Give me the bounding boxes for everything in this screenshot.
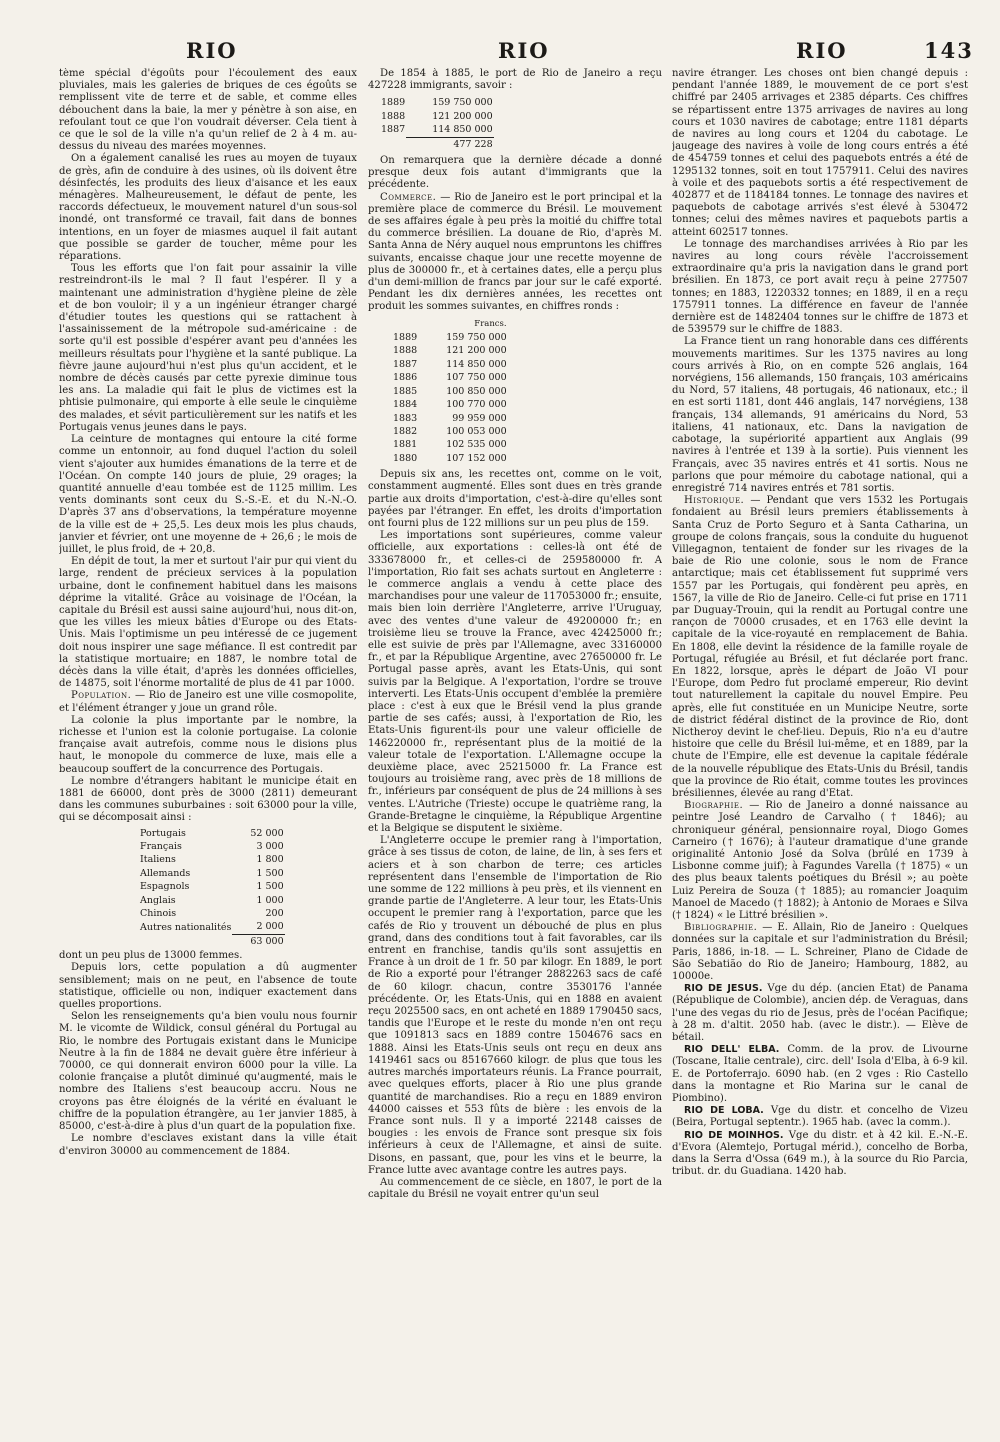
paragraph: Au commencement de ce siècle, en 1807, le port de la capitale du Brésil ne voyait entrer qu'un seul [368,1176,662,1201]
immigrants-table [380,96,494,151]
table-row [392,344,508,357]
paragraph: L'Angleterre occupe le premier rang à l'importation, grâce à ses tissus de coton, de laine, de lin, à ses fers et aciers et à son charbon de terre; ces articles représentent dans l'ensemble de l'importation de Rio une somme de 122 millions à peu près, et ils viennent en grande partie de l'Angleterre. A leur tour, les Etats-Unis occupent le premier rang à l'exportation, parce que les cafés de Rio y trouvent un débouché de plus en plus grand, dans des conditions tout à fait favorables, car ils entrent en franchise, tandis qu'ils sont assujettis en France à un droit de 1 fr. 50 par kilogr. En 1889, le port de Rio a exporté pour l'étranger 2882263 sacs de café de 60 kilogr. chacun, contre 3530176 l'année précédente. Or, les Etats-Unis, qui en 1888 en avaient reçu 2025500 sacs, en ont acheté en 1889 1790450 sacs, tandis que l'Europe et le reste du monde n'en ont reçu que 1091813 sacs en 1889 contre 1504676 sacs en 1888. Ainsi les Etats-Unis seuls ont reçu en deux ans 1419461 sacs ou 85167660 kilogr. de plus que tous les autres marchés importateurs réunis. La France pourrait, avec quelques efforts, placer à Rio une plus grande quantité de marchandises. Rio a reçu en 1889 environ 44000 caisses et 553 fûts de bière : les envois de la France sont nuls. Il y a importé 22148 caisses de bougies : les envois de France sont presque six fois inférieurs à ceux de l'Allemagne, et ainsi de suite. Disons, en passant, que, pour les vins et le beurre, la France lutte avec avantage contre les autres pays. [368,835,662,1176]
table-row [139,867,285,880]
page-number: 143 [924,38,974,63]
row-label: Anglais [140,894,176,906]
paragraph: La ceinture de montagnes qui entoure la cité forme comme un entonnoir, au fond duquel l'action du soleil vient s'ajouter aux humides émanations de la terre et de l'Océan. On compte 140 jours de pluie, 29 orages; la quantité annuelle d'eau tombée est de 1125 millim. Les vents dominants sont ceux du S.-S.-E. et du N.-N.-O. D'après 37 ans d'observations, la température moyenne de la ville est de + 25,5. Les deux mois les plus chauds, janvier et février, ont une moyenne de + 26,6 ; le mois de juillet, le plus froid, de + 20,8. [59,434,357,555]
column-2 [368,68,662,1436]
section-head: Historique. [684,495,745,507]
table-row [139,907,285,920]
table-total-row [139,934,285,948]
row-label: 1889 [381,97,406,109]
row-value: 1 500 [256,881,284,893]
row-value: 200 [265,908,284,920]
entry-rio-de-loba: RIO DE LOBA. Vge du distr. et concelho de Vizeu (Beira, Portugal septentr.). 1965 hab. (avec la comm.). [672,1105,968,1129]
row-value: 159 750 000 [432,97,493,109]
entry-head: RIO DE JESUS. [684,983,763,995]
table-row [392,385,508,398]
paragraph: Les importations sont supérieures, comme valeur officielle, aux exportations : celles-là ont été de 333678000 fr., et celles-ci de 259580000 fr. A l'importation, Rio fait ses achats surtout en Angleterre : le commerce anglais a vendu à cette place des marchandises pour une valeur de 117053000 fr.; ensuite, mais bien loin derrière l'Angleterre, arrive l'Uruguay, avec des ventes d'une valeur de 49200000 fr.; en troisième lieu se trouve la France, avec 42425000 fr.; elle est suivie de près par l'Allemagne, avec 33160000 fr., et par la République Argentine, avec 27650000 fr. Le Portugal passe après, avant les Etats-Unis, qui sont suivis par la Belgique. A l'exportation, l'ordre se trouve interverti. Les Etats-Unis occupent d'emblée la première place : c'est à eux que le Brésil vend la plus grande partie de ses cafés; aussi, à l'exportation de Rio, les Etats-Unis figurent-ils pour une valeur officielle de 146220000 fr., représentant plus de la moitié de la valeur totale de l'exportation. L'Allemagne occupe la deuxième place, avec 25215000 fr. La France est toujours au troisième rang, avec près de 18 millions de fr., inférieurs par conséquent de plus de 24 millions à ses ventes. L'Autriche (Trieste) occupe le quatrième rang, la Grande-Bretagne le cinquième, la République Argentine et la Belgique se disputent le sixième. [368,530,662,835]
section-head: Population. [71,690,132,702]
row-label: Portugais [140,827,186,839]
section-head: Bibliographie. [684,922,758,934]
row-value: 121 200 000 [446,345,507,357]
row-label: 1882 [393,425,418,437]
section-head: Commerce. [380,191,437,203]
table-row [392,425,508,438]
row-value: 100 770 000 [446,399,507,411]
running-head-right: RIO [796,38,848,63]
row-value: 100 053 000 [446,425,507,437]
row-label: 1883 [393,412,418,424]
paragraph: Le tonnage des marchandises arrivées à Rio par les navires au long cours révèle l'accroissement extraordinaire qu'a pris la navigation dans le grand port brésilien. En 1873, ce port avait reçu à peine 277507 tonnes; en 1883, 1220332 tonnes; en 1889, il en a reçu 1757911 tonnes. La différence en faveur de l'année dernière est de 1482404 tonnes sur le chiffre de 1873 et de 539579 sur le chiffre de 1883. [672,238,968,336]
paragraph: navire étranger. Les choses ont bien changé depuis : pendant l'année 1889, le mouvement de ce port s'est chiffré par 2405 arrivages et 2385 départs. Ces chiffres se répartissent entre 1375 arrivages de navires au long cours et 1030 navires de cabotage; entre 1181 départs de navires au long cours et 1204 du cabotage. Le jaugeage des navires à voile de long cours entrés a été de 454759 tonnes et celui des paquebots entrés a été de 1295132 tonnes, soit en tout 1757911. Celui des navires à voile et des paquebots sortis a été respectivement de 402877 et de 1184184 tonnes. Le tonnage des navires et paquebots de cabotage arrivés s'est élevé à 530472 tonnes; celui des mêmes navires et paquebots partis a atteint 602517 tonnes. [672,68,968,238]
table-row [392,331,508,344]
paragraph-population: Population. — Rio de Janeiro est une ville cosmopolite, et l'élément étranger y joue un grand rôle. [59,690,357,714]
row-value: 3 000 [256,841,284,852]
foreigners-table [139,827,285,949]
entry-head: RIO DE LOBA. [684,1105,764,1117]
table-total: 63 000 [232,934,284,948]
row-value: 107 152 000 [446,452,507,464]
row-label: 1886 [393,372,418,384]
paragraph: En dépit de tout, la mer et surtout l'air pur qui vient du large, rendent de précieux services à la population urbaine, dont le confinement habituel dans les maisons déprime la vitalité. Grâce au voisinage de l'Océan, la capitale du Brésil est aussi saine aujourd'hui, nous dit-on, que les villes les mieux bâties d'Europe ou des Etats-Unis. Mais l'optimisme un peu intéressé de ce jugement doit nous inspirer une sage méfiance. Il est contredit par la statistique mortuaire; en 1887, le nombre total de décès dans la ville était, d'après les données officielles, de 14875, soit l'énorme mortalité de plus de 41 par 1000. [59,556,357,690]
row-label: 1887 [393,358,418,370]
table-row [392,358,508,371]
paragraph: Le nombre d'étrangers habitant le municipe était en 1881 de 66000, dont près de 3000 (2811) demeurant dans les communes suburbaines : soit 63000 pour la ville, qui se décomposait ainsi : [59,775,357,824]
row-label: Autres nationalités [140,921,232,933]
row-value: 102 535 000 [446,439,507,451]
entry-head: RIO DELL' ELBA. [684,1044,780,1056]
entry-rio-de-jesus: RIO DE JESUS. Vge du dép. (ancien Etat) de Panama (République de Colombie), ancien dép. de Veraguas, dans l'une des vegas du rio de Jesus, près de l'océan Pacifique; à 28 m. d'altit. 2050 hab. (avec le distr.). — Elève de bétail. [672,983,968,1044]
table-header-row [392,318,508,331]
row-value: 52 000 [250,827,284,839]
row-label: Espagnols [140,881,190,893]
column-3 [672,68,968,1436]
entry-rio-de-moinhos: RIO DE MOINHOS. Vge du distr. et à 42 kil. E.-N.-E. d'Evora (Alemtejo, Portugal mérid.), concelho de Borba, dans la Serra d'Ossa (649 m.), à la source du Rio Parcia, tribut. dr. du Guadiana. 1420 hab. [672,1129,968,1178]
row-label: Allemands [140,867,191,879]
table-row [392,398,508,411]
row-label: 1887 [381,124,406,136]
row-label: Italiens [140,854,176,866]
paragraph: De 1854 à 1885, le port de Rio de Janeiro a reçu 427228 immigrants, savoir : [368,68,662,92]
column-1 [59,68,357,1436]
row-label: Français [140,841,182,852]
paragraph: On remarquera que la dernière décade a donné presque deux fois autant d'immigrants que la précédente. [368,155,662,191]
section-head: Biographie. [684,800,744,812]
table-row [380,123,494,137]
table-row [139,920,285,934]
paragraph-historique: Historique. — Pendant que vers 1532 les Portugais fondaient au Brésil leurs premiers établissements à Santa Cruz de Porto Seguro et à Santa Catharina, un groupe de colons français, sous la conduite du huguenot Villegagnon, tentaient de fonder sur les rivages de la baie de Rio une colonie, sous le nom de France antarctique; mais cet établissement fut supprimé vers 1557 par les Portugais, qui fondèrent peu après, en 1567, la ville de Rio de Janeiro. Celle-ci fut prise en 1711 par Duguay-Trouin, qui la rendit au Portugal contre une rançon de 70000 crusades, et en 1763 elle devint la capitale de la vice-royauté en remplacement de Bahia. En 1808, elle devint la résidence de la famille royale de Portugal, réfugiée au Brésil, et fut déclarée port franc. En 1822, lorsque, après le départ de João VI pour l'Europe, dom Pedro fut proclamé empereur, Rio devint tout naturellement la capitale du nouvel Empire. Peu après, elle fut constituée en un Municipe Neutre, sorte de district fédéral distinct de la province de Rio, dont Nictheroy devint le chef-lieu. Depuis, Rio n'a eu d'autre histoire que celle du Brésil lui-même, et en 1889, par la chute de l'Empire, elle est devenue la capitale fédérale de la nouvelle république des Etats-Unis du Brésil, tandis que la province de Rio était, comme toutes les provinces brésiliennes, élevée au rang d'Etat. [672,495,968,799]
table-row [392,412,508,425]
row-value: 159 750 000 [446,332,507,344]
row-label: 1880 [393,452,418,464]
row-value: 107 750 000 [446,372,507,384]
paragraph: Tous les efforts que l'on fait pour assainir la ville restreindront-ils le mal ? Il faut l'espérer. Il y a maintenant une administration d'hygiène pleine de zèle et de bon vouloir; il y a un ingénieur étranger chargé d'étudier toutes les questions qui se rattachent à l'assainissement de la métropole sud-américaine : de sorte qu'il est possible d'espérer avant peu d'années les meilleurs résultats pour l'hygiène et la santé publique. La fièvre jaune aujourd'hui n'est plus qu'un accident, et le nombre de décès causés par cette pyrexie diminue tous les ans. La maladie qui fait le plus de victimes est la phtisie pulmonaire, qui emporte à elle seule le cinquième des malades, et sévit particulièrement sur les natifs et les Portugais venus jeunes dans le pays. [59,263,357,433]
entry-head: RIO DE MOINHOS. [684,1129,784,1141]
paragraph: Selon les renseignements qu'a bien voulu nous fournir M. le vicomte de Wildick, consul général du Portugal au Rio, le nombre des Portugais existant dans le Municipe Neutre à la fin de 1884 ne devait guère être inférieur à 70000, ce qui donnerait environ 6000 pour la ville. La colonie française a plutôt diminué qu'augmenté, mais le nombre des Italiens s'est beaucoup accru. Nous ne croyons pas être éloignés de la vérité en évaluant le chiffre de la population étrangère, au 1er janvier 1885, à 85000, c'est-à-dire à plus d'un quart de la population fixe. [59,1011,357,1133]
row-label: 1881 [393,439,418,451]
row-value: 114 850 000 [432,124,493,136]
paragraph: Depuis lors, cette population a dû augmenter sensiblement; mais on ne peut, en l'absence de toute statistique, officielle ou non, indiquer exactement dans quelles proportions. [59,962,357,1011]
table-row [139,827,285,840]
row-value: 1 500 [256,867,284,879]
row-value: 99 959 000 [452,412,507,424]
table-total-row [380,137,494,151]
paragraph: dont un peu plus de 13000 femmes. [59,950,243,962]
row-label: 1888 [393,345,418,357]
table-row [392,438,508,451]
table-row [139,880,285,893]
row-label: 1888 [381,110,406,122]
table-header: Francs. [474,318,507,329]
table-row [139,840,285,853]
paragraph: Le nombre d'esclaves existant dans la ville était d'environ 30000 au commencement de 1884. [59,1133,357,1157]
table-total: 477 228 [406,137,493,151]
customs-receipts-table [392,318,508,465]
table-row [380,96,494,109]
running-head-center: RIO [498,38,550,63]
row-value: 114 850 000 [446,358,507,370]
row-label: 1884 [393,399,418,411]
paragraph: La colonie la plus importante par le nombre, la richesse et l'union est la colonie portugaise. La colonie française avait autrefois, comme nous le disions plus haut, le monopole du commerce de luxe, mais elle a beaucoup souffert de la concurrence des Portugais. [59,714,357,775]
table-row [139,894,285,907]
paragraph: On a également canalisé les rues au moyen de tuyaux de grès, afin de conduire à des usines, où ils doivent être désinfectés, les produits des lieux d'aisance et les eaux ménagères. Malheureusement, le défaut de pente, les raccords défectueux, le mouvement naturel d'un sous-sol inondé, ont transformé ce travail, fait dans de bonnes intentions, en un foyer de miasmes auquel il fait autant que possible se garder de toucher, même pour les réparations. [59,153,357,263]
row-label: Chinois [140,908,177,920]
paragraph-bibliographie: Bibliographie. — E. Allain, Rio de Janeiro : Quelques données sur la capitale et sur l'administration du Brésil; Paris, 1886, in-18. — L. Schreiner, Plano de Cidade de São Sebatião do Rio de Janeiro; Hambourg, 1882, au 10000e. [672,922,968,983]
row-value: 1 800 [256,854,284,866]
paragraph-commerce: Commerce. — Rio de Janeiro est le port principal et la première place de commerce du Brésil. Le mouvement de ses affaires égale à peu près la moitié du chiffre total du commerce brésilien. La douane de Rio, d'après M. Santa Anna de Néry auquel nous empruntons les chiffres suivants, encaisse chaque jour une recette moyenne de plus de 300000 fr., et à certaines dates, elle a perçu plus d'un demi-million de francs par jour sur le café exporté. Pendant les dix dernières années, les recettes ont produit les sommes suivantes, en chiffres ronds : [368,191,662,313]
row-label: 1885 [393,385,418,397]
table-row [392,452,508,465]
row-value: 1 000 [256,894,284,906]
row-value: 121 200 000 [432,110,493,122]
paragraph-biographie: Biographie. — Rio de Janeiro a donné naissance au peintre José Leandro de Carvalho († 1846); au chroniqueur général, pensionnaire royal, Diogo Gomes Carneiro († 1676); à l'auteur dramatique d'une grande originalité Antonio José da Solva (brûlé en 1739 à Lisbonne comme juif); à Fagundes Varella († 1875) « un des plus beaux talents poétiques du Brésil »; au poète Luiz Pereira de Souza († 1885); au romancier Joaquim Manoel de Macedo († 1882); à Antonio de Moraes e Silva († 1824) « le Littré brésilien ». [672,800,968,922]
running-head-left: RIO [186,38,238,63]
table-row [392,371,508,384]
table-row [139,853,285,866]
row-value: 2 000 [256,921,284,933]
row-label: 1889 [393,332,418,344]
table-row [380,110,494,123]
paragraph: tème spécial d'égoûts pour l'écoulement des eaux pluviales, mais les galeries de briques de ces égoûts se remplissent vite de terre et de sable, et comme elles débouchent dans la baie, la mer y pénètre à son aise, en refoulant tout ce que l'on voudrait déverser. Cela tient à ce que le sol de la ville n'a qu'un relief de 2 à 4 m. au-dessus du niveau des marées moyennes. [59,68,357,153]
paragraph: Depuis six ans, les recettes ont, comme on le voit, constamment augmenté. Elles sont dues en très grande partie aux droits d'importation, c'est-à-dire qu'elles sont payées par l'étranger. En effet, les droits d'importation ont fourni plus de 122 millions sur un peu plus de 159. [368,469,662,529]
entry-rio-dell-elba: RIO DELL' ELBA. Comm. de la prov. de Livourne (Toscane, Italie centrale), circ. dell' Isola d'Elba, à 6-9 kil. E. de Portoferrajo. 6090 hab. (en 2 vges : Rio Castello dans la montagne et Rio Marina sur le canal de Piombino). [672,1044,968,1105]
row-value: 100 850 000 [446,385,507,397]
paragraph: La France tient un rang honorable dans ces différents mouvements maritimes. Sur les 1375 navires au long cours arrivés à Rio, on en compte 526 anglais, 164 norvégiens, 156 allemands, 150 français, 103 américains du Nord, 57 italiens, 48 portugais, 46 nationaux, etc.; il en est sorti 1181, dont 446 anglais, 147 norvégiens, 138 français, 134 allemands, 91 américains du Nord, 53 italiens, 41 nationaux, etc. Dans la navigation de cabotage, la supériorité appartient aux Anglais (99 navires à l'entrée et 139 à la sortie). Puis viennent les Français, avec 35 navires entrés et 41 sortis. Nous ne parlons que pour mémoire du cabotage national, qui a enregistré 714 navires entrés et 781 sortis. [672,336,968,494]
